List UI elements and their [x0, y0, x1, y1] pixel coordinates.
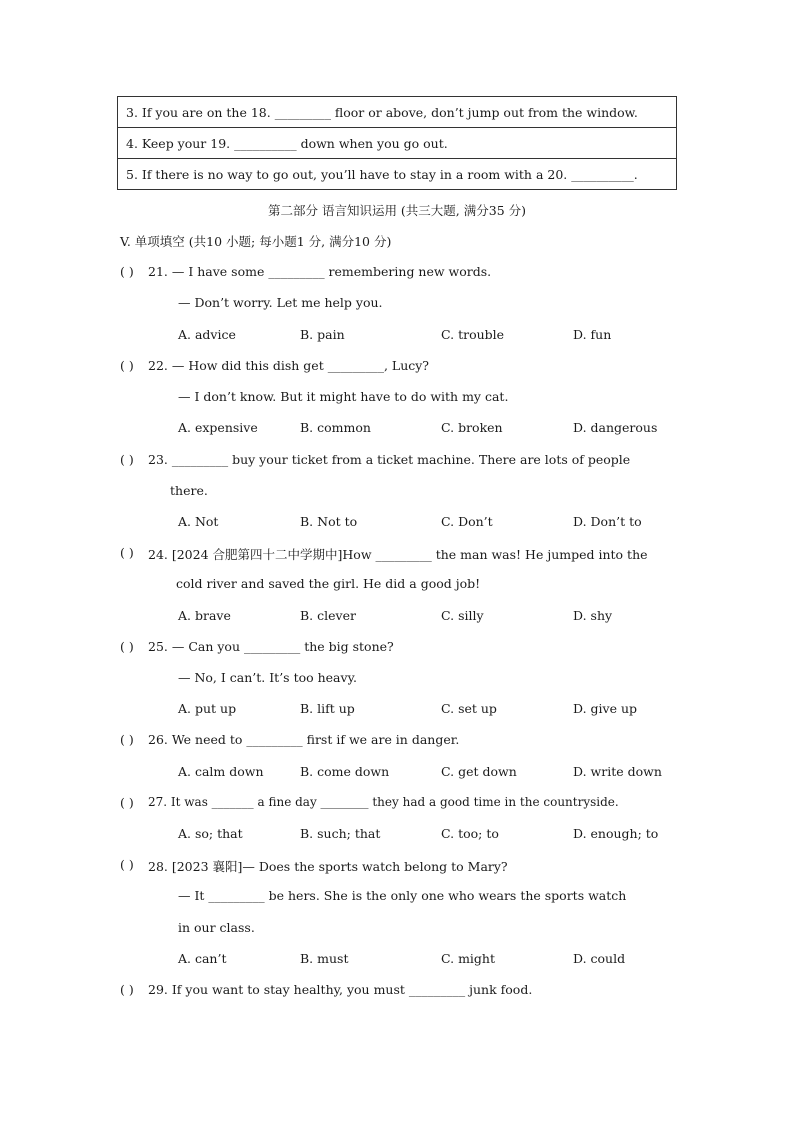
option-b: B. pain — [300, 327, 345, 342]
option-a: A. calm down — [178, 764, 264, 779]
option-c: C. trouble — [441, 327, 505, 342]
table-cell: 5. If there is no way to go out, you’ll have to stay in a room with a 20. __________. — [118, 159, 677, 190]
option-c: C. set up — [441, 701, 497, 716]
option-a: A. brave — [178, 608, 231, 623]
option-d: D. fun — [573, 327, 612, 342]
question-text: 22. — How did this dish get _________, Lucy? — [148, 358, 430, 373]
question-text: — I don’t know. But it might have to do with my cat. — [178, 389, 509, 404]
option-c: C. get down — [441, 764, 517, 779]
option-d: D. dangerous — [573, 420, 658, 435]
option-a: A. so; that — [178, 826, 243, 841]
option-a: A. put up — [178, 701, 237, 716]
answer-paren[interactable]: ( ) — [120, 639, 134, 654]
question-text: cold river and saved the girl. He did a good job! — [176, 576, 481, 591]
question-text: — No, I can’t. It’s too heavy. — [178, 670, 357, 685]
option-b: B. lift up — [300, 701, 355, 716]
table-row — [118, 159, 677, 190]
option-b: B. come down — [300, 764, 390, 779]
question-text: 24. [2024 合肥第四十二中学期中]How _________ the man was! He jumped into the — [148, 547, 648, 562]
option-c: C. Don’t — [441, 514, 493, 529]
table-cell: 3. If you are on the 18. _________ floor or above, don’t jump out from the window. — [118, 97, 677, 128]
option-d: D. shy — [573, 608, 613, 623]
table-row — [118, 97, 677, 128]
option-d: D. Don’t to — [573, 514, 642, 529]
option-c: C. broken — [441, 420, 503, 435]
option-a: A. advice — [178, 327, 236, 342]
option-c: C. too; to — [441, 826, 499, 841]
table-row — [118, 128, 677, 159]
answer-paren[interactable]: ( ) — [120, 982, 134, 997]
table-cell: 4. Keep your 19. __________ down when you go out. — [118, 128, 677, 159]
question-text: 21. — I have some _________ remembering new words. — [148, 264, 492, 279]
option-b: B. must — [300, 951, 349, 966]
question-text: 28. [2023 襄阳]— Does the sports watch belong to Mary? — [148, 859, 508, 874]
option-d: D. write down — [573, 764, 662, 779]
section-title: 第二部分 语言知识运用 (共三大题, 满分35 分) — [267, 203, 527, 218]
question-text: — Don’t worry. Let me help you. — [178, 295, 383, 310]
question-text: 25. — Can you _________ the big stone? — [148, 639, 394, 654]
option-a: A. Not — [178, 514, 219, 529]
option-a: A. can’t — [178, 951, 227, 966]
option-d: D. give up — [573, 701, 638, 716]
question-text: in our class. — [178, 920, 255, 935]
option-b: B. such; that — [300, 826, 381, 841]
question-text: 27. It was _______ a fine day ________ they had a good time in the countryside. — [148, 795, 619, 809]
question-text: there. — [170, 483, 208, 498]
answer-paren[interactable]: ( ) — [120, 857, 134, 872]
option-d: D. could — [573, 951, 626, 966]
question-text: 23. _________ buy your ticket from a ticket machine. There are lots of people — [148, 452, 631, 467]
part-title: V. 单项填空 (共10 小题; 每小题1 分, 满分10 分) — [120, 234, 392, 249]
option-b: B. Not to — [300, 514, 358, 529]
question-text: 29. If you want to stay healthy, you must _________ junk food. — [148, 982, 533, 997]
option-a: A. expensive — [178, 420, 258, 435]
safety-tips-table — [117, 96, 677, 190]
answer-paren[interactable]: ( ) — [120, 795, 134, 810]
answer-paren[interactable]: ( ) — [120, 264, 134, 279]
answer-paren[interactable]: ( ) — [120, 545, 134, 560]
option-d: D. enough; to — [573, 826, 659, 841]
question-text: 26. We need to _________ first if we are in danger. — [148, 732, 460, 747]
option-b: B. common — [300, 420, 371, 435]
option-c: C. might — [441, 951, 495, 966]
answer-paren[interactable]: ( ) — [120, 452, 134, 467]
option-c: C. silly — [441, 608, 484, 623]
answer-paren[interactable]: ( ) — [120, 358, 134, 373]
answer-paren[interactable]: ( ) — [120, 732, 134, 747]
question-text: — It _________ be hers. She is the only one who wears the sports watch — [178, 888, 627, 903]
option-b: B. clever — [300, 608, 356, 623]
